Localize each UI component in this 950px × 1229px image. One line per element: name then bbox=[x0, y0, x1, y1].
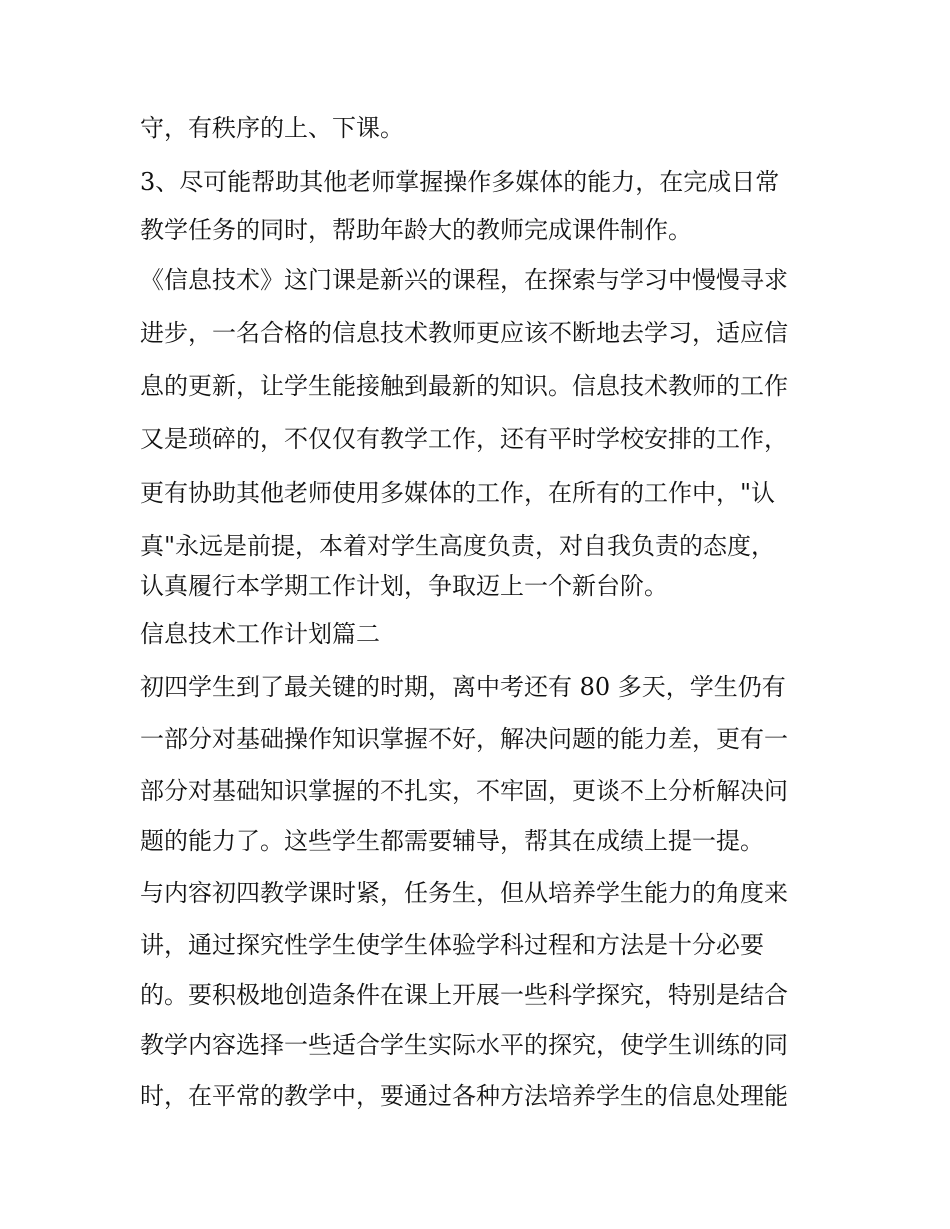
text-line: 更有协助其他老师使用多媒体的工作，在所有的工作中，"认 bbox=[140, 479, 776, 507]
text-line: 进步，一名合格的信息技术教师更应该不断地去学习，适应信 bbox=[140, 319, 788, 347]
text-line: 3、尽可能帮助其他老师掌握操作多媒体的能力，在完成日常 bbox=[140, 168, 780, 196]
section-heading: 信息技术工作计划篇二 bbox=[140, 620, 380, 648]
text-line: 题的能力了。这些学生都需要辅导，帮其在成绩上提一提。 bbox=[140, 827, 764, 855]
text-line: 部分对基础知识掌握的不扎实，不牢固，更谈不上分析解决问 bbox=[140, 777, 788, 805]
text-line: 时，在平常的教学中，要通过各种方法培养学生的信息处理能 bbox=[140, 1082, 788, 1110]
text-line: 与内容初四教学课时紧，任务生，但从培养学生能力的角度来 bbox=[140, 879, 788, 907]
text-line: 初四学生到了最关键的时期，离中考还有 80 多天，学生仍有 bbox=[140, 673, 786, 701]
text-line: 的。要积极地创造条件在课上开展一些科学探究，特别是结合 bbox=[140, 981, 788, 1009]
text-line: 讲，通过探究性学生使学生体验学科过程和方法是十分必要 bbox=[140, 931, 764, 959]
text-line: 教学任务的同时，帮助年龄大的教师完成课件制作。 bbox=[140, 216, 692, 244]
text-line: 教学内容选择一些适合学生实际水平的探究，使学生训练的同 bbox=[140, 1031, 788, 1059]
text-line: 一部分对基础操作知识掌握不好，解决问题的能力差，更有一 bbox=[140, 725, 788, 753]
text-line: 又是琐碎的，不仅仅有教学工作，还有平时学校安排的工作， bbox=[140, 425, 788, 453]
text-line: 认真履行本学期工作计划，争取迈上一个新台阶。 bbox=[140, 572, 668, 600]
text-line: 真"永远是前提，本着对学生高度负责，对自我负责的态度， bbox=[140, 532, 776, 560]
text-line: 息的更新，让学生能接触到最新的知识。信息技术教师的工作 bbox=[140, 372, 788, 400]
text-line: 《信息技术》这门课是新兴的课程，在探索与学习中慢慢寻求 bbox=[140, 266, 788, 294]
text-line: 守，有秩序的上、下课。 bbox=[140, 114, 404, 142]
